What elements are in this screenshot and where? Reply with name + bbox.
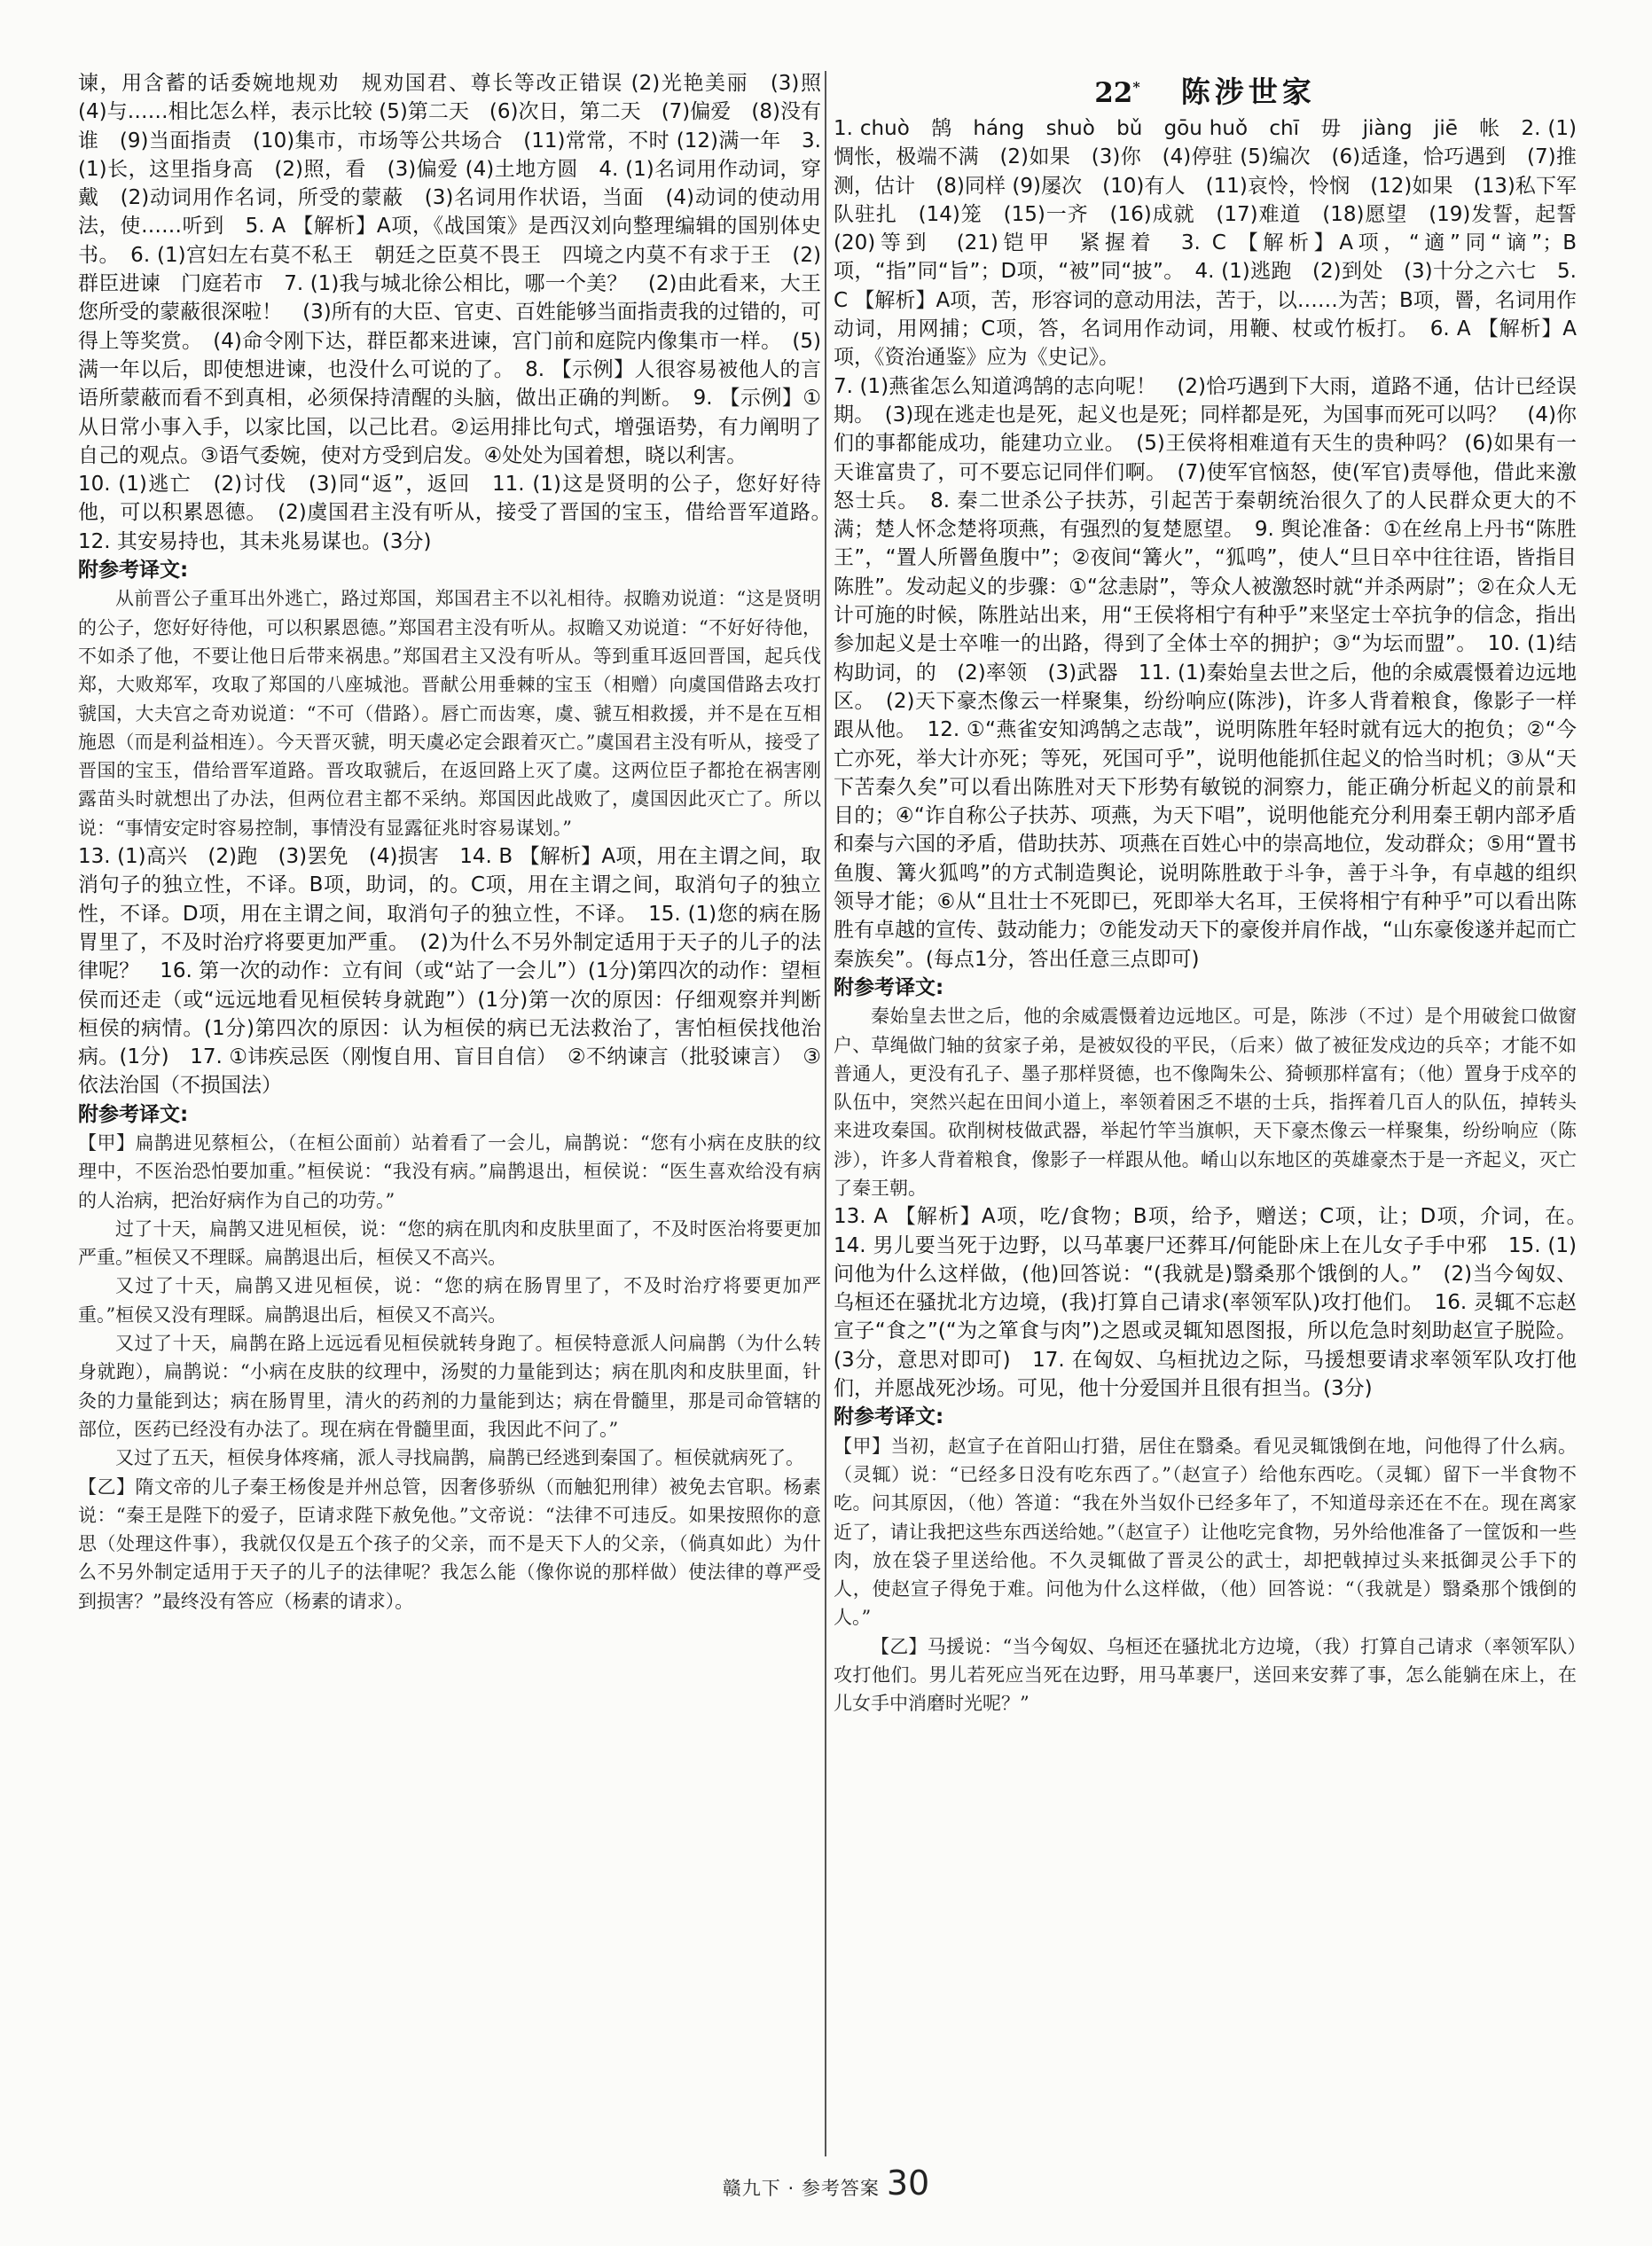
right-column — [834, 69, 1597, 1718]
answer-block-22-part1: 1. chuò 鹄 háng shuò bǔ gōu huǒ chī 毋 jiàng jiē 帐 2. (1)惆怅，极端不满 (2)如果 (3)你 (4)停驻 (5)编次 (6)适逢，恰巧遇到 (7)推测，估计 (8)同样 (9)屡次 (10)有人 (11)哀怜，怜悯 (12)如果 (13)私下军队驻扎 (14)笼 (15)一齐 (16)成就 (17)难道 (18)愿望 (19)发誓，起誓 (20)等到 (21)铠甲 紧握着 3. C 【解析】A项，“適”同“谪”；B项，“指”同“旨”；D项，“被”同“披”。 4. (1)逃跑 (2)到处 (3)十分之六七 5. C 【解析】A项，苦，形容词的意动用法，苦于，以……为苦；B项，罾，名词用作动词，用网捕；C项，答，名词用作动词，用鞭、杖或竹板打。 6. A 【解析】A项，《资治通鉴》应为《史记》。 — [834, 117, 1597, 370]
answer-block-21-part1: 谏，用含蓄的话委婉地规劝 规劝国君、尊长等改正错误 (2)光艳美丽 (3)照 (4)与……相比怎么样，表示比较 (5)第二天 (6)次日，第二天 (7)偏爱 (8)没有谁 (9)当面指责 (10)集市，市场等公共场合 (11)常常，不时 (12)满一年 3. (1)长，这里指身高 (2)照，看 (3)偏爱 (4)土地方圆 4. (1)名词用作动词，穿戴 (2)动词用作名词，所受的蒙蔽 (3)名词用作状语，当面 (4)动词的使动用法，使……听到 5. A 【解析】A项，《战国策》是西汉刘向整理编辑的国别体史书。 6. (1)宫妇左右莫不私王 朝廷之臣莫不畏王 四境之内莫不有求于王 (2)群臣进谏 门庭若市 7. (1)我与城北徐公相比，哪一个美？ (2)由此看来，大王您所受的蒙蔽很深啦！ (3)所有的大臣、官吏、百姓能够当面指责我的过错的，可得上等奖赏。 (4)命令刚下达，群臣都来进谏，宫门前和庭院内像集市一样。 (5)满一年以后，即使想进谏，也没什么可说的了。 8. 【示例】人很容易被他人的言语所蒙蔽而看不到真相，必须保持清醒的头脑，做出正确的判断。 9. 【示例】①从日常小事入手，以家比国，以己比君。②运用排比句式，增强语势，有力阐明了自己的观点。③语气委婉，使对方受到启发。④处处为国着想，晓以利害。 — [78, 72, 842, 467]
translation-paragraph: 从前晋公子重耳出外逃亡，路过郑国，郑国君主不以礼相待。叔瞻劝说道：“这是贤明的公子，您好好待他，可以积累恩德。”郑国君主没有听从。叔瞻又劝说道：“不好好待他，不如杀了他，不要让他日后带来祸患。”郑国君主又没有听从。等到重耳返回晋国，起兵伐郑，大败郑军，攻取了郑国的八座城池。晋献公用垂棘的宝玉（相赠）向虞国借路去攻打虢国，大夫宫之奇劝说道：“不可（借路）。唇亡而齿寒，虞、虢互相救援，并不是在互相施恩（而是利益相连）。今天晋灭虢，明天虞必定会跟着灭亡。”虞国君主没有听从，接受了晋国的宝玉，借给晋军道路。晋攻取虢后，在返回路上灭了虞。这两位臣子都抢在祸害刚露苗头时就想出了办法，但两位君主都不采纳。郑国因此战败了，虞国因此灭亡了。所以说：“事情安定时容易控制，事情没有显露征兆时容易谋划。” — [78, 588, 821, 839]
page-number: 30 — [886, 2164, 930, 2203]
translation-paragraph: 【甲】当初，赵宣子在首阳山打猎，居住在翳桑。看见灵辄饿倒在地，问他得了什么病。（灵辄）说：“已经多日没有吃东西了。”（赵宣子）给他东西吃。（灵辄）留下一半食物不吃。问其原因，（他）答道：“我在外当奴仆已经多年了，不知道母亲还在不在。现在离家近了，请让我把这些东西送给她。”（赵宣子）让他吃完食物，另外给他准备了一筐饭和一些肉，放在袋子里送给他。不久灵辄做了晋灵公的武士，却把戟掉过头来抵御灵公手下的人，使赵宣子得免于难。问他为什么这样做，（他）回答说：“（我就是）翳桑那个饿倒的人。” — [834, 1435, 1577, 1629]
answer-block-21-part2: 10. (1)逃亡 (2)讨伐 (3)同“返”，返回 11. (1)这是贤明的公子，您好好待他，可以积累恩德。 (2)虞国君主没有听从，接受了晋国的宝玉，借给晋军道路。 12. 其安易持也，其未兆易谋也。(3分) — [78, 473, 842, 553]
translation-heading: 附参考译文: — [834, 1405, 944, 1429]
answer-block-22-part2: 7. (1)燕雀怎么知道鸿鹄的志向呢！ (2)恰巧遇到下大雨，道路不通，估计已经误期。 (3)现在逃走也是死，起义也是死；同样都是死，为国事而死可以吗？ (4)你们的事都能成功，能建功立业。 (5)王侯将相难道有天生的贵种吗？ (6)如果有一天谁富贵了，可不要忘记同伴们啊。 (7)使军官恼怒，使(军官)责辱他，借此来激怒士兵。 8. 秦二世杀公子扶苏，引起苦于秦朝统治很久了的人民群众更大的不满；楚人怀念楚将项燕，有强烈的复楚愿望。 9. 舆论准备：①在丝帛上丹书“陈胜王”，“置人所罾鱼腹中”；②夜间“篝火”，“狐鸣”，使人“旦日卒中往往语，皆指目陈胜”。发动起义的步骤：①“忿恚尉”，等众人被激怒时就“并杀两尉”；②在众人无计可施的时候，陈胜站出来，用“王侯将相宁有种乎”来坚定士卒抗争的信念，指出参加起义是士卒唯一的出路，得到了全体士卒的拥护；③“为坛而盟”。 10. (1)结构助词，的 (2)率领 (3)武器 11. (1)秦始皇去世之后，他的余威震慑着边远地区。 (2)天下豪杰像云一样聚集，纷纷响应(陈涉)，许多人背着粮食，像影子一样跟从他。 12. ①“燕雀安知鸿鹄之志哉”，说明陈胜年轻时就有远大的抱负；②“今亡亦死，举大计亦死；等死，死国可乎”，说明他能抓住起义的恰当时机；③从“天下苦秦久矣”可以看出陈胜对天下形势有敏锐的洞察力，能正确分析起义的前景和目的；④“诈自称公子扶苏、项燕，为天下唱”，说明他能充分利用秦王朝内部矛盾和秦与六国的矛盾，借助扶苏、项燕在百姓心中的崇高地位，发动群众；⑤用“置书鱼腹、篝火狐鸣”的方式制造舆论，说明陈胜敢于斗争，善于斗争，有卓越的组织领导才能；⑥从“且壮士不死即已，死即举大名耳，王侯将相宁有种乎”可以看出陈胜有卓越的宣传、鼓动能力；⑦能发动天下的豪俊并肩作战，“山东豪俊遂并起而亡秦族矣”。(每点1分，答出任意三点即可) — [834, 374, 1577, 971]
translation-paragraph: 【乙】隋文帝的儿子秦王杨俊是并州总管，因奢侈骄纵（而触犯刑律）被免去官职。杨素说：“秦王是陛下的爱子，臣请求陛下赦免他。”文帝说：“法律不可违反。如果按照你的意思（处理这件事），我就仅仅是五个孩子的父亲，而不是天下人的父亲，（倘真如此）为什么不另外制定适用于天子的儿子的法律呢？我怎么能（像你说的那样做）使法律的尊严受到损害？”最终没有答应（杨素的请求）。 — [78, 1475, 821, 1612]
footer-label: 赣九下 · 参考答案 — [722, 2178, 880, 2199]
answer-block-22-part3: 13. A 【解析】A项，吃/食物；B项，给予，赠送；C项，让；D项，介词，在。 14. 男儿要当死于边野，以马革裹尸还葬耳/何能卧床上在儿女子手中邪 15. (1)问他为什么这样做，(他)回答说：“(我就是)翳桑那个饿倒的人。” (2)当今匈奴、乌桓还在骚扰北方边境，(我)打算自己请求(率领军队)攻打他们。 16. 灵辄不忘赵宣子“食之”(“为之箪食与肉”)之恩或灵辄知恩图报，所以危急时刻助赵宣子脱险。(3分，意思对即可) 17. 在匈奴、乌桓扰边之际，马援想要请求率领军队攻打他们，并愿战死沙场。可见，他十分爱国并且很有担当。(3分) — [834, 1205, 1597, 1401]
translation-paragraph: 【甲】扁鹊进见蔡桓公，（在桓公面前）站着看了一会儿，扁鹊说：“您有小病在皮肤的纹理中，不医治恐怕要加重。”桓侯说：“我没有病。”扁鹊退出，桓侯说：“医生喜欢给没有病的人治病，把治好病作为自己的功劳。” — [78, 1131, 821, 1211]
lesson-star: * — [1132, 78, 1140, 96]
answer-block-21-part3: 13. (1)高兴 (2)跑 (3)罢免 (4)损害 14. B 【解析】A项，用在主谓之间，取消句子的独立性，不译。B项，助词，的。C项，用在主谓之间，取消句子的独立性，不译。D项，用在主谓之间，取消句子的独立性，不译。 15. (1)您的病在肠胃里了，不及时治疗将要更加严重。 (2)为什么不另外制定适用于天子的儿子的法律呢？ 16. 第一次的动作：立有间（或“站了一会儿”）(1分)第四次的动作：望桓侯而还走（或“远远地看见桓侯转身就跑”）(1分)第一次的原因：仔细观察并判断桓侯的病情。(1分)第四次的原因：认为桓侯的病已无法救治了，害怕桓侯找他治病。(1分) 17. ①讳疾忌医（刚愎自用、盲目自信） ②不纳谏言（批驳谏言） ③依法治国（不损国法） — [78, 845, 821, 1098]
translation-paragraph: 又过了十天，扁鹊又进见桓侯，说：“您的病在肠胃里了，不及时治疗将要更加严重。”桓侯又没有理睬。扁鹊退出后，桓侯又不高兴。 — [78, 1275, 821, 1326]
translation-paragraph: 【乙】马援说：“当今匈奴、乌桓还在骚扰北方边境，（我）打算自己请求（率领军队）攻打他们。男儿若死应当死在边野，用马革裹尸，送回来安葬了事，怎么能躺在床上，在儿女手中消磨时光呢？” — [834, 1635, 1577, 1715]
column-divider — [825, 71, 826, 2156]
left-column — [78, 69, 842, 1616]
translation-heading: 附参考译文: — [834, 975, 944, 999]
page-footer — [0, 2164, 1652, 2203]
lesson-name: 陈涉世家 — [1180, 74, 1316, 109]
translation-paragraph: 秦始皇去世之后，他的余威震慑着边远地区。可是，陈涉（不过）是个用破瓮口做窗户、草绳做门轴的贫家子弟，是被奴役的平民，（后来）做了被征发戍边的兵卒；才能不如普通人，更没有孔子、墨子那样贤德，也不像陶朱公、猗顿那样富有；（他）置身于戍卒的队伍中，突然兴起在田间小道上，率领着困乏不堪的士兵，指挥着几百人的队伍，掉转头来进攻秦国。砍削树枝做武器，举起竹竿当旗帜，天下豪杰像云一样聚集，纷纷响应（陈涉），许多人背着粮食，像影子一样跟从他。崤山以东地区的英雄豪杰于是一齐起义，灭亡了秦王朝。 — [834, 1006, 1577, 1199]
translation-heading: 附参考译文: — [78, 559, 189, 583]
lesson-number: 22* — [1094, 77, 1140, 109]
translation-heading: 附参考译文: — [78, 1102, 189, 1126]
lesson-title — [834, 69, 1577, 111]
translation-paragraph: 过了十天，扁鹊又进见桓侯，说：“您的病在肌肉和皮肤里面了，不及时医治将要更加严重。”桓侯又不理睬。扁鹊退出后，桓侯又不高兴。 — [78, 1217, 821, 1269]
translation-paragraph: 又过了十天，扁鹊在路上远远看见桓侯就转身跑了。桓侯特意派人问扁鹊（为什么转身就跑），扁鹊说：“小病在皮肤的纹理中，汤熨的力量能到达；病在肌肉和皮肤里面，针灸的力量能到达；病在肠胃里，清火的药剂的力量能到达；病在骨髓里，那是司命管辖的部位，医药已经没有办法了。现在病在骨髓里面，我因此不问了。” — [78, 1333, 821, 1440]
translation-paragraph: 又过了五天，桓侯身体疼痛，派人寻找扁鹊，扁鹊已经逃到秦国了。桓侯就病死了。 — [115, 1447, 804, 1469]
